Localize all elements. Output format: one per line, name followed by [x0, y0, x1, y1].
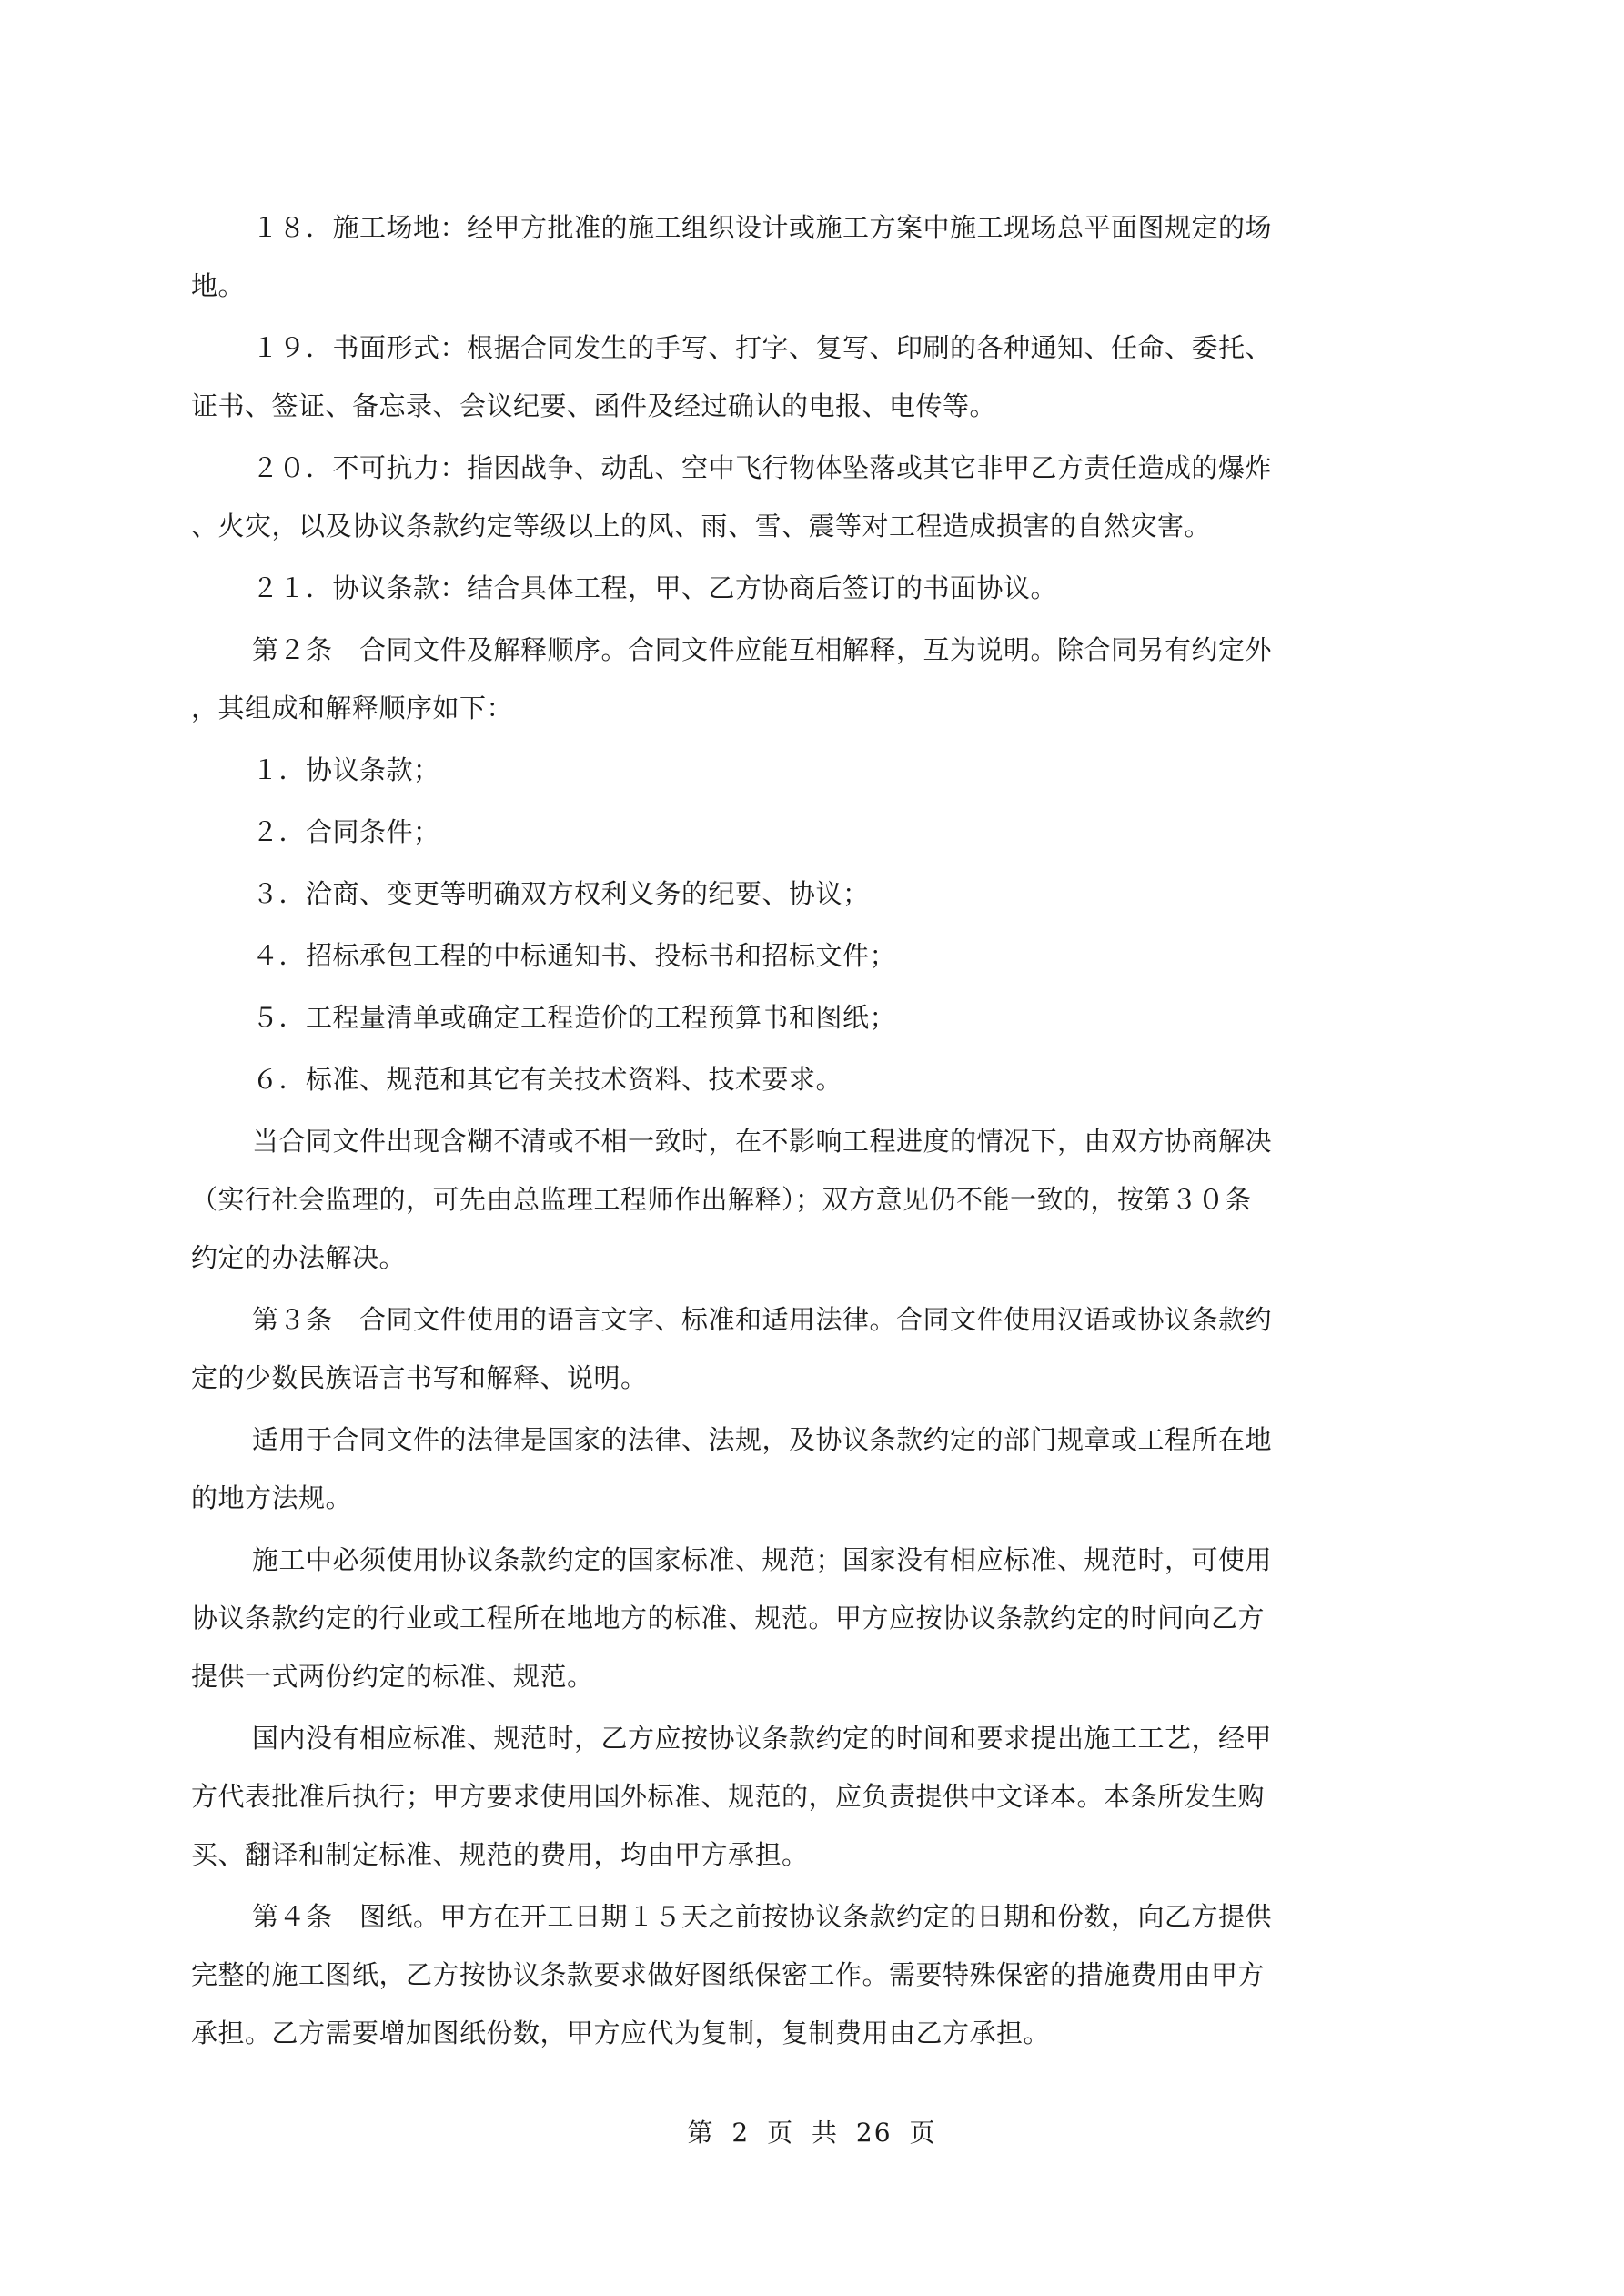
text-line: １．协议条款；: [252, 754, 440, 785]
text-line: 买、翻译和制定标准、规范的费用，均由甲方承担。: [191, 1839, 809, 1870]
list-item-5: [191, 988, 1415, 1047]
text-line: 方代表批准后执行；甲方要求使用国外标准、规范的，应负责提供中文译本。本条所发生购: [191, 1781, 1266, 1812]
paragraph-foreign-standards: [191, 1709, 1415, 1884]
text-line: 约定的办法解决。: [191, 1242, 407, 1273]
text-line: １９．书面形式：根据合同发生的手写、打字、复写、印刷的各种通知、任命、委托、: [252, 332, 1273, 363]
document-body: [191, 198, 1415, 2066]
paragraph-article-2: [191, 621, 1415, 737]
list-item-4: [191, 926, 1415, 985]
text-line: 施工中必须使用协议条款约定的国家标准、规范；国家没有相应标准、规范时，可使用: [252, 1544, 1273, 1575]
text-line: 地。: [191, 270, 246, 301]
text-line: ２０．不可抗力：指因战争、动乱、空中飞行物体坠落或其它非甲乙方责任造成的爆炸: [252, 452, 1273, 483]
text-line: 完整的施工图纸，乙方按协议条款要求做好图纸保密工作。需要特殊保密的措施费用由甲方: [191, 1959, 1266, 1990]
list-item-3: [191, 865, 1415, 923]
text-line: １８．施工场地：经甲方批准的施工组织设计或施工方案中施工现场总平面图规定的场: [252, 212, 1273, 243]
text-line: ５．工程量清单或确定工程造价的工程预算书和图纸；: [252, 1002, 897, 1033]
paragraph-standards: [191, 1531, 1415, 1705]
paragraph-clause-18: [191, 198, 1415, 315]
text-line: （实行社会监理的，可先由总监理工程师作出解释）；双方意见仍不能一致的，按第３０条: [191, 1184, 1252, 1215]
paragraph-ambiguity: [191, 1112, 1415, 1287]
page-number-footer: 第 2 页 共 26 页: [687, 2118, 937, 2148]
text-line: 定的少数民族语言书写和解释、说明。: [191, 1362, 648, 1393]
paragraph-clause-21: [191, 559, 1415, 617]
text-line: ，其组成和解释顺序如下：: [191, 693, 514, 723]
text-line: 国内没有相应标准、规范时，乙方应按协议条款约定的时间和要求提出施工工艺，经甲: [252, 1723, 1273, 1754]
paragraph-article-3: [191, 1290, 1415, 1407]
list-item-6: [191, 1050, 1415, 1108]
list-item-1: [191, 741, 1415, 799]
text-line: ２１．协议条款：结合具体工程，甲、乙方协商后签订的书面协议。: [252, 572, 1058, 603]
text-line: ３．洽商、变更等明确双方权利义务的纪要、协议；: [252, 878, 870, 909]
text-line: 第４条 图纸。甲方在开工日期１５天之前按协议条款约定的日期和份数，向乙方提供: [252, 1901, 1273, 1932]
text-line: 第２条 合同文件及解释顺序。合同文件应能互相解释，互为说明。除合同另有约定外: [252, 634, 1273, 665]
paragraph-clause-19: [191, 319, 1415, 435]
paragraph-applicable-law: [191, 1411, 1415, 1527]
text-line: 第３条 合同文件使用的语言文字、标准和适用法律。合同文件使用汉语或协议条款约: [252, 1304, 1273, 1335]
text-line: ６．标准、规范和其它有关技术资料、技术要求。: [252, 1064, 843, 1095]
text-line: 提供一式两份约定的标准、规范。: [191, 1661, 594, 1692]
text-line: 适用于合同文件的法律是国家的法律、法规，及协议条款约定的部门规章或工程所在地: [252, 1424, 1273, 1455]
text-line: 的地方法规。: [191, 1482, 353, 1513]
paragraph-clause-20: [191, 439, 1415, 555]
text-line: 当合同文件出现含糊不清或不相一致时，在不影响工程进度的情况下，由双方协商解决: [252, 1126, 1273, 1157]
text-line: ４．招标承包工程的中标通知书、投标书和招标文件；: [252, 940, 897, 971]
text-line: 证书、签证、备忘录、会议纪要、函件及经过确认的电报、电传等。: [191, 390, 997, 421]
text-line: ２．合同条件；: [252, 816, 440, 847]
paragraph-article-4: [191, 1887, 1415, 2062]
text-line: 协议条款约定的行业或工程所在地地方的标准、规范。甲方应按协议条款约定的时间向乙方: [191, 1603, 1266, 1633]
text-line: 、火灾，以及协议条款约定等级以上的风、雨、雪、震等对工程造成损害的自然灾害。: [191, 511, 1212, 541]
text-line: 承担。乙方需要增加图纸份数，甲方应代为复制，复制费用由乙方承担。: [191, 2018, 1051, 2048]
list-item-2: [191, 803, 1415, 861]
